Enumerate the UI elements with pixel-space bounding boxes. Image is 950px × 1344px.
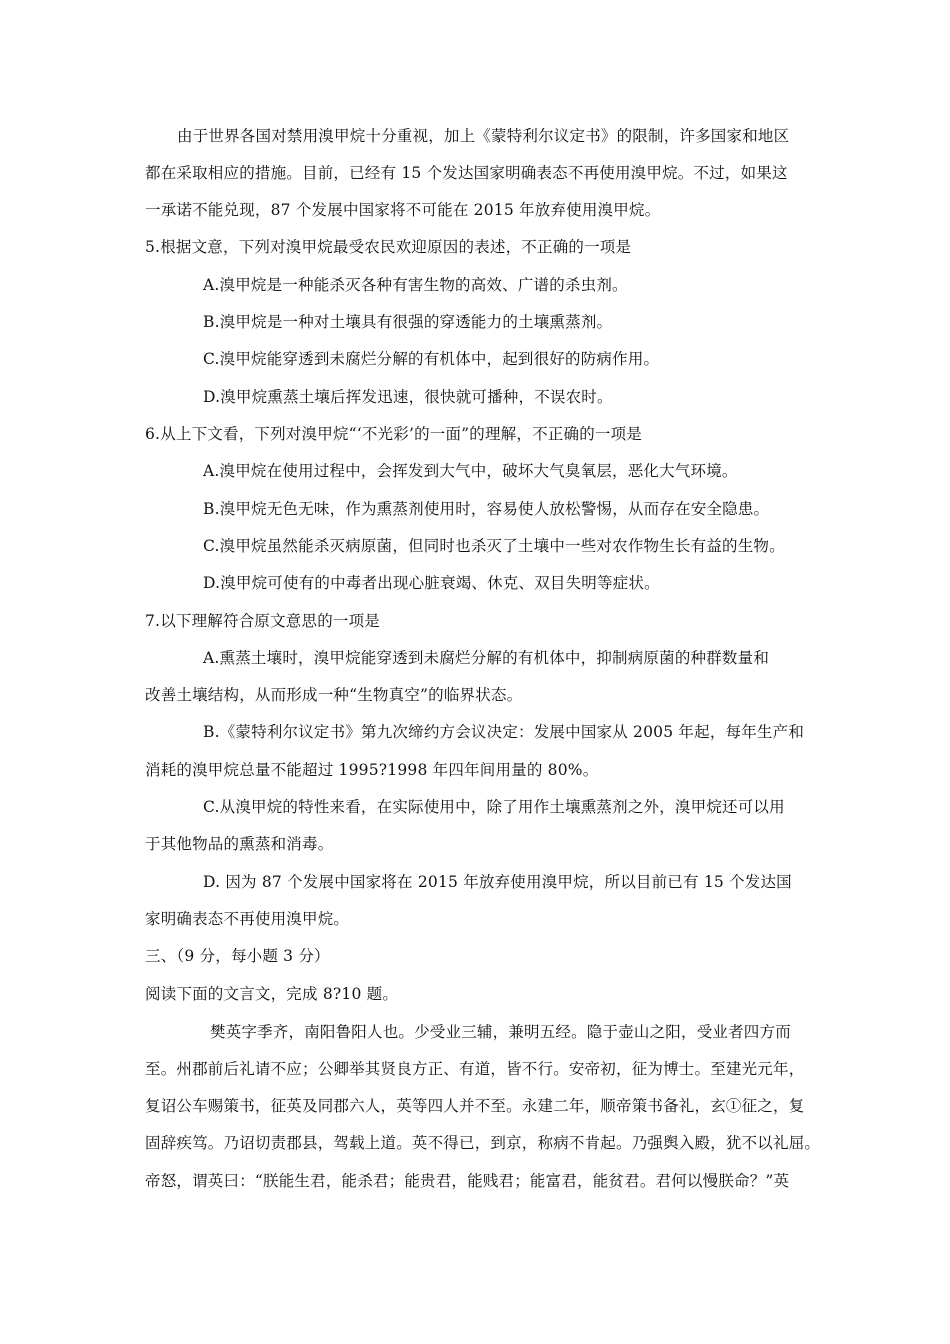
q7-option-b-line-1: B.《蒙特利尔议定书》第九次缔约方会议决定：发展中国家从 2005 年起，每年生产和 — [203, 723, 805, 741]
section-instruction: 阅读下面的文言文，完成 8?10 题。 — [145, 985, 399, 1003]
intro-line-3: 一承诺不能兑现，87 个发展中国家将不可能在 2015 年放弃使用溴甲烷。 — [145, 201, 661, 219]
intro-line-1: 由于世界各国对禁用溴甲烷十分重视，加上《蒙特利尔议定书》的限制，许多国家和地区 — [177, 127, 790, 145]
q6-stem: 6.从上下文看，下列对溴甲烷“‘不光彩’的一面”的理解，不正确的一项是 — [145, 425, 642, 443]
q5-option-c: C.溴甲烷能穿透到未腐烂分解的有机体中，起到很好的防病作用。 — [203, 350, 660, 368]
q6-option-b: B.溴甲烷无色无味，作为熏蒸剂使用时，容易使人放松警惕，从而存在安全隐患。 — [203, 500, 770, 518]
passage-line-4: 固辞疾笃。乃诏切责郡县，驾载上道。英不得已，到京，称病不肯起。乃强舆入殿，犹不以礼屈。 — [145, 1134, 821, 1152]
q6-option-c: C.溴甲烷虽然能杀灭病原菌，但同时也杀灭了土壤中一些对农作物生长有益的生物。 — [203, 537, 785, 555]
q5-stem: 5.根据文意，下列对溴甲烷最受农民欢迎原因的表述，不正确的一项是 — [145, 238, 632, 256]
q7-option-c-line-2: 于其他物品的熏蒸和消毒。 — [145, 835, 334, 853]
q7-option-d-line-2: 家明确表态不再使用溴甲烷。 — [145, 910, 350, 928]
passage-line-5: 帝怒，谓英曰：“朕能生君，能杀君；能贵君，能贱君；能富君，能贫君。君何以慢朕命？”英 — [145, 1172, 790, 1190]
section-heading: 三、（9 分，每小题 3 分） — [145, 947, 330, 965]
passage-line-1: 樊英字季齐，南阳鲁阳人也。少受业三辅，兼明五经。隐于壶山之阳，受业者四方而 — [210, 1023, 791, 1041]
q7-option-d-line-1: D. 因为 87 个发展中国家将在 2015 年放弃使用溴甲烷，所以目前已有 15 个发达国 — [203, 873, 792, 891]
q7-option-a-line-1: A.熏蒸土壤时，溴甲烷能穿透到未腐烂分解的有机体中，抑制病原菌的种群数量和 — [203, 649, 770, 667]
q7-option-b-line-2: 消耗的溴甲烷总量不能超过 1995?1998 年四年间用量的 80%。 — [145, 761, 599, 779]
q7-option-c-line-1: C.从溴甲烷的特性来看，在实际使用中，除了用作土壤熏蒸剂之外，溴甲烷还可以用 — [203, 798, 785, 816]
q7-stem: 7.以下理解符合原文意思的一项是 — [145, 612, 380, 630]
q5-option-d: D.溴甲烷熏蒸土壤后挥发迅速，很快就可播种，不误农时。 — [203, 388, 613, 406]
q6-option-a: A.溴甲烷在使用过程中，会挥发到大气中，破坏大气臭氧层，恶化大气环境。 — [203, 462, 738, 480]
intro-line-2: 都在采取相应的措施。目前，已经有 15 个发达国家明确表态不再使用溴甲烷。不过，如果这 — [145, 164, 788, 182]
passage-line-2: 至。州郡前后礼请不应；公卿举其贤良方正、有道，皆不行。安帝初，征为博士。至建光元年， — [145, 1060, 805, 1078]
q7-option-a-line-2: 改善土壤结构，从而形成一种“生物真空”的临界状态。 — [145, 686, 523, 704]
q5-option-a: A.溴甲烷是一种能杀灭各种有害生物的高效、广谱的杀虫剂。 — [203, 276, 628, 294]
passage-line-3: 复诏公车赐策书，征英及同郡六人，英等四人并不至。永建二年，顺帝策书备礼，玄①征之，复 — [145, 1097, 805, 1115]
q6-option-d: D.溴甲烷可使有的中毒者出现心脏衰竭、休克、双目失明等症状。 — [203, 574, 660, 592]
q5-option-b: B.溴甲烷是一种对土壤具有很强的穿透能力的土壤熏蒸剂。 — [203, 313, 613, 331]
